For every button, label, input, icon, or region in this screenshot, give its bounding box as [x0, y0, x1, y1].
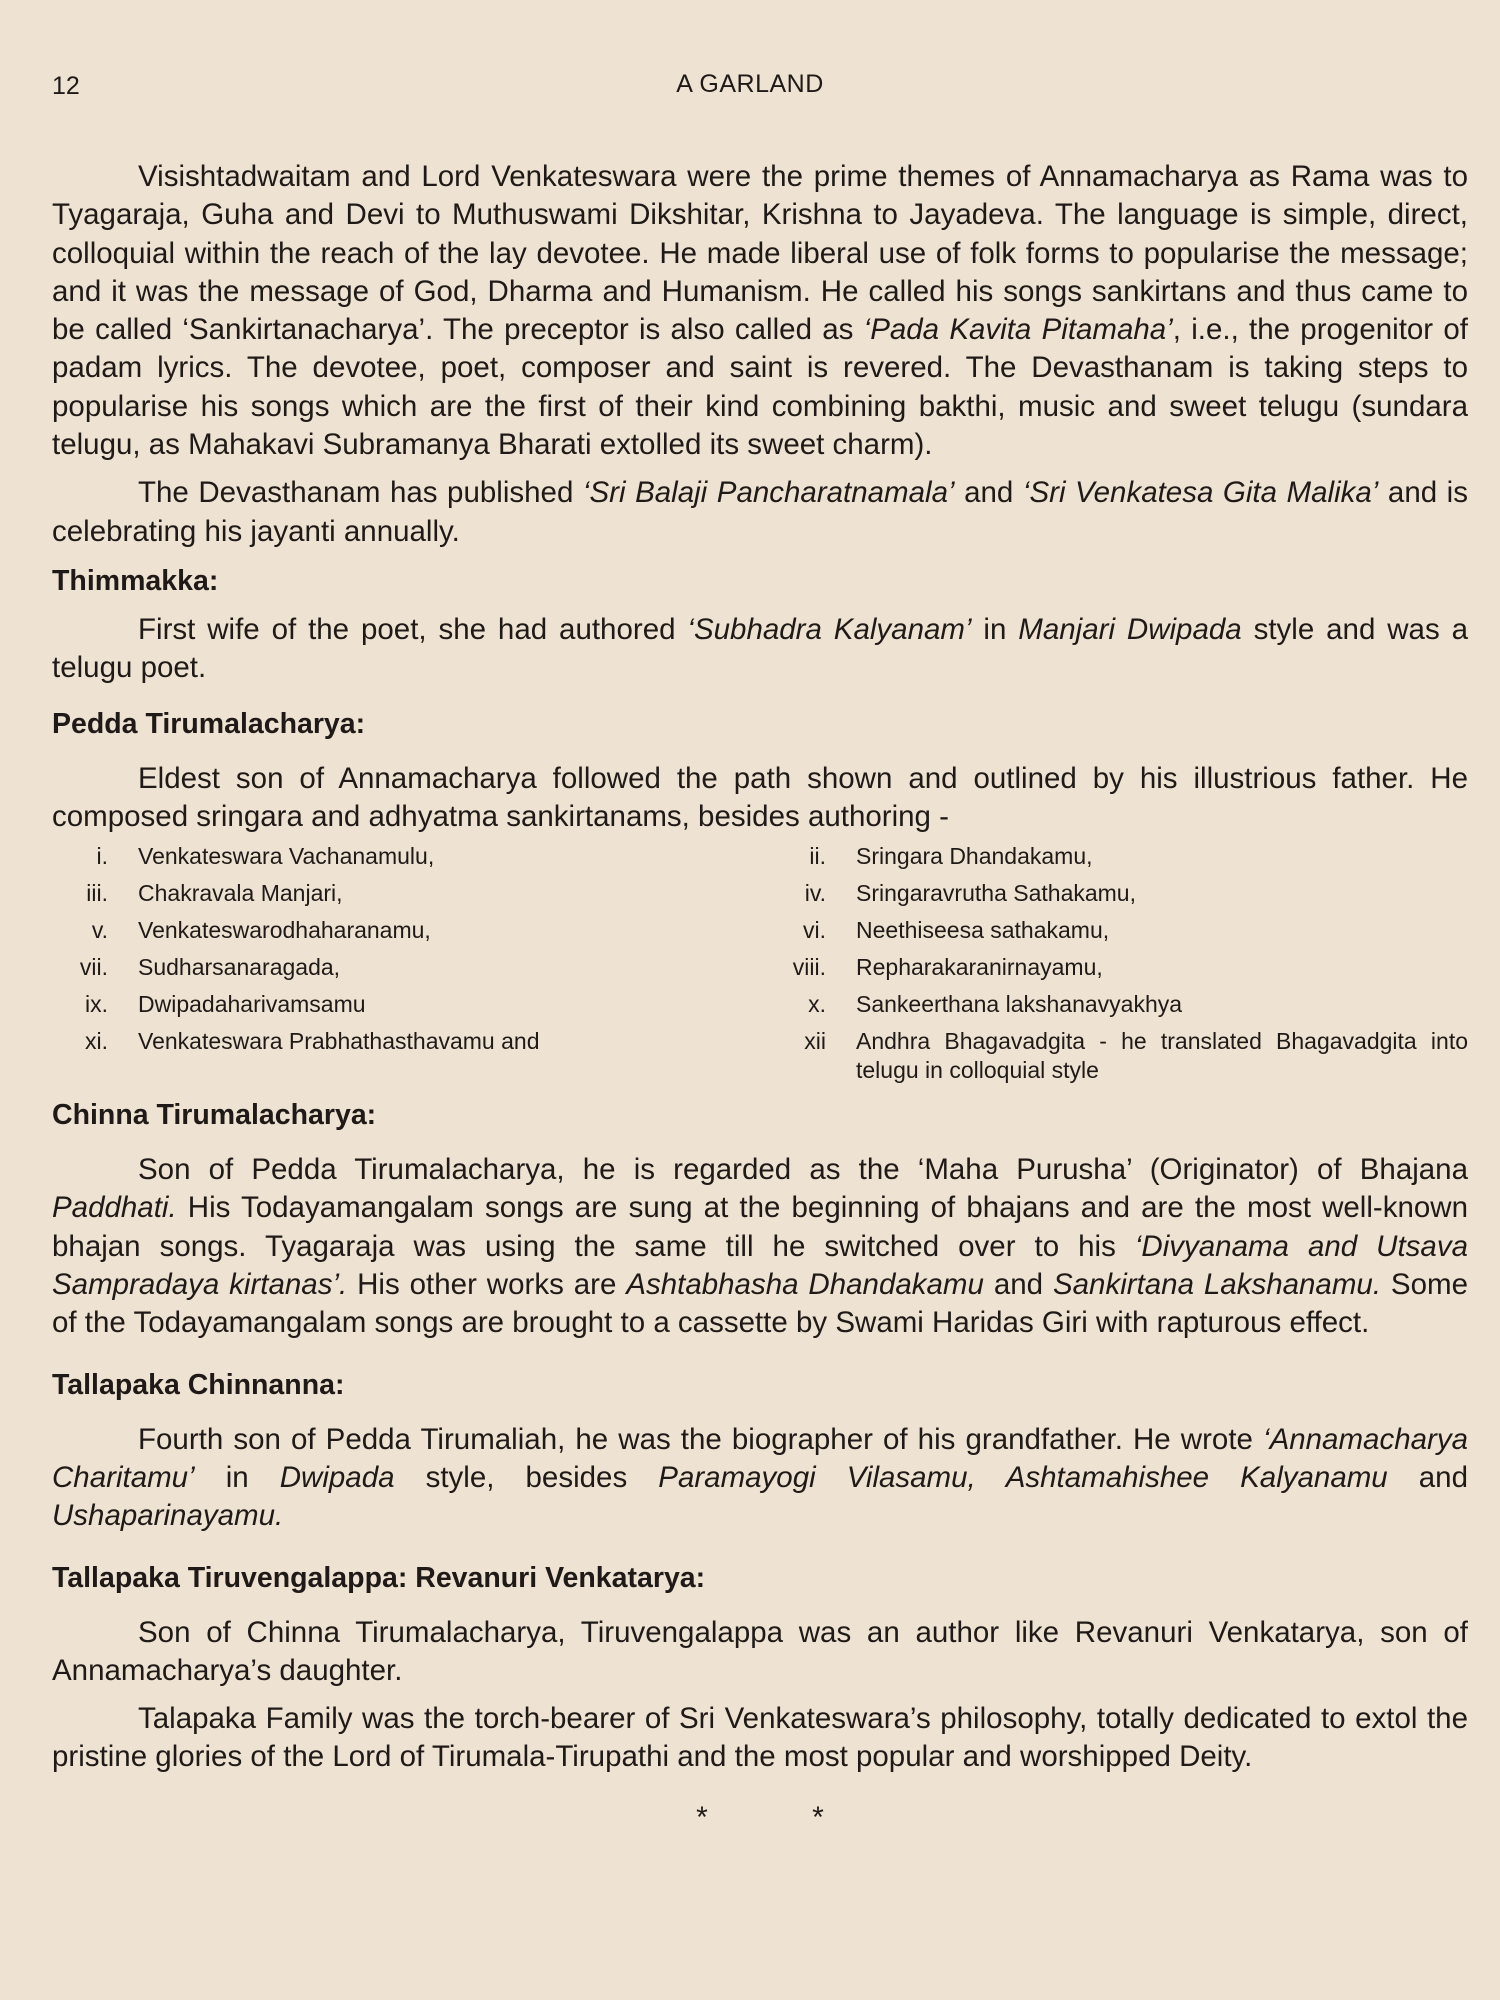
list-item: ii. Sringara Dhandakamu,	[809, 843, 1093, 870]
page-number: 12	[52, 72, 80, 100]
page-header	[52, 66, 1448, 102]
list-item: v. Venkateswarodhaharanamu,	[91, 917, 431, 944]
list-item: ix. Dwipadaharivamsamu	[85, 991, 366, 1018]
list-item: x. Sankeerthana lakshanavyakhya	[808, 991, 1183, 1018]
list-item: i. Venkateswara Vachanamulu,	[96, 843, 435, 870]
list-item: vi. Neethiseesa sathakamu,	[803, 917, 1110, 944]
list-item: iii. Chakravala Manjari,	[86, 880, 343, 907]
running-title: A GARLAND	[676, 70, 824, 98]
section-heading-chinna-tirumalacharya: Chinna Tirumalacharya:	[52, 1099, 377, 1132]
section-heading-pedda-tirumalacharya: Pedda Tirumalacharya:	[52, 707, 366, 740]
section-end-stars: * *	[696, 1800, 872, 1834]
list-item: xii Andhra Bhagavadgita - he translated Bhagavadgita into telugu in colloquial style	[804, 1028, 1468, 1084]
intro-paragraph-1: Visishtadwaitam and Lord Venkateswara were the prime themes of Annamacharya as Rama was to Tyagaraja, Guha and Devi to Muthuswami Dikshitar, Krishna to Jayadeva. The language is simple, direct, colloquial within the reach of the lay devotee. He made liberal use of folk forms to popularise the message; and it was the message of God, Dharma and Humanism. He called his songs sankirtans and thus came to be called ‘Sankirtanacharya’. The preceptor is also called as ‘Pada Kavita Pitamaha’, i.e., the progenitor of padam lyrics. The devotee, poet, composer and saint is revered. The Devasthanam is taking steps to popularise his songs which are the first of their kind combining bakthi, music and sweet telugu (sundara telugu, as Mahakavi Subramanya Bharati extolled its sweet charm).	[52, 160, 1468, 462]
closing-paragraph: Talapaka Family was the torch-bearer of Sri Venkateswara’s philosophy, totally dedicated to extol the pristine glories of the Lord of Tirumala-Tirupathi and the most popular and worshipped Deity.	[52, 1702, 1468, 1774]
chinna-paragraph: Son of Pedda Tirumalacharya, he is regarded as the ‘Maha Purusha’ (Originator) of Bhajana Paddhati. His Todayamangalam songs are sung at the beginning of bhajans and are the most well-known bhajan songs. Tyagaraja was using the same till he switched over to his ‘Divyanama and Utsava Sampradaya kirtanas’. His other works are Ashtabhasha Dhandakamu and Sankirtana Lakshanamu. Some of the Todayamangalam songs are brought to a cassette by Swami Haridas Giri with rapturous effect.	[52, 1153, 1468, 1340]
thimmakka-paragraph: First wife of the poet, she had authored ‘Subhadra Kalyanam’ in Manjari Dwipada style and was a telugu poet.	[52, 612, 1468, 685]
list-item: viii. Repharakaranirnayamu,	[792, 954, 1103, 981]
pedda-paragraph: Eldest son of Annamacharya followed the path shown and outlined by his illustrious father. He composed sringara and adhyatma sankirtanams, besides authoring -	[52, 761, 1468, 833]
list-item: iv. Sringaravrutha Sathakamu,	[804, 880, 1136, 907]
list-item: xi. Venkateswara Prabhathasthavamu and	[85, 1028, 540, 1055]
chinnanna-paragraph: Fourth son of Pedda Tirumaliah, he was the biographer of his grandfather. He wrote ‘Annamacharya Charitamu’ in Dwipada style, besides Paramayogi Vilasamu, Ashtamahishee Kalyanamu and Ushaparinayamu.	[52, 1422, 1468, 1533]
page-content	[52, 158, 1468, 1837]
works-list	[52, 838, 1468, 1085]
section-heading-tallapaka-chinnanna: Tallapaka Chinnanna:	[52, 1368, 345, 1401]
intro-paragraph-2: The Devasthanam has published ‘Sri Balaji Pancharatnamala’ and ‘Sri Venkatesa Gita Malika’ and is celebrating his jayanti annually.	[52, 476, 1468, 548]
section-heading-thimmakka: Thimmakka:	[52, 564, 219, 597]
section-heading-tiruvengalappa: Tallapaka Tiruvengalappa: Revanuri Venkatarya:	[52, 1561, 706, 1594]
list-item: vii. Sudharsanaragada,	[79, 954, 341, 981]
tiruvengalappa-paragraph: Son of Chinna Tirumalacharya, Tiruvengalappa was an author like Revanuri Venkatarya, son of Annamacharya’s daughter.	[52, 1615, 1468, 1687]
